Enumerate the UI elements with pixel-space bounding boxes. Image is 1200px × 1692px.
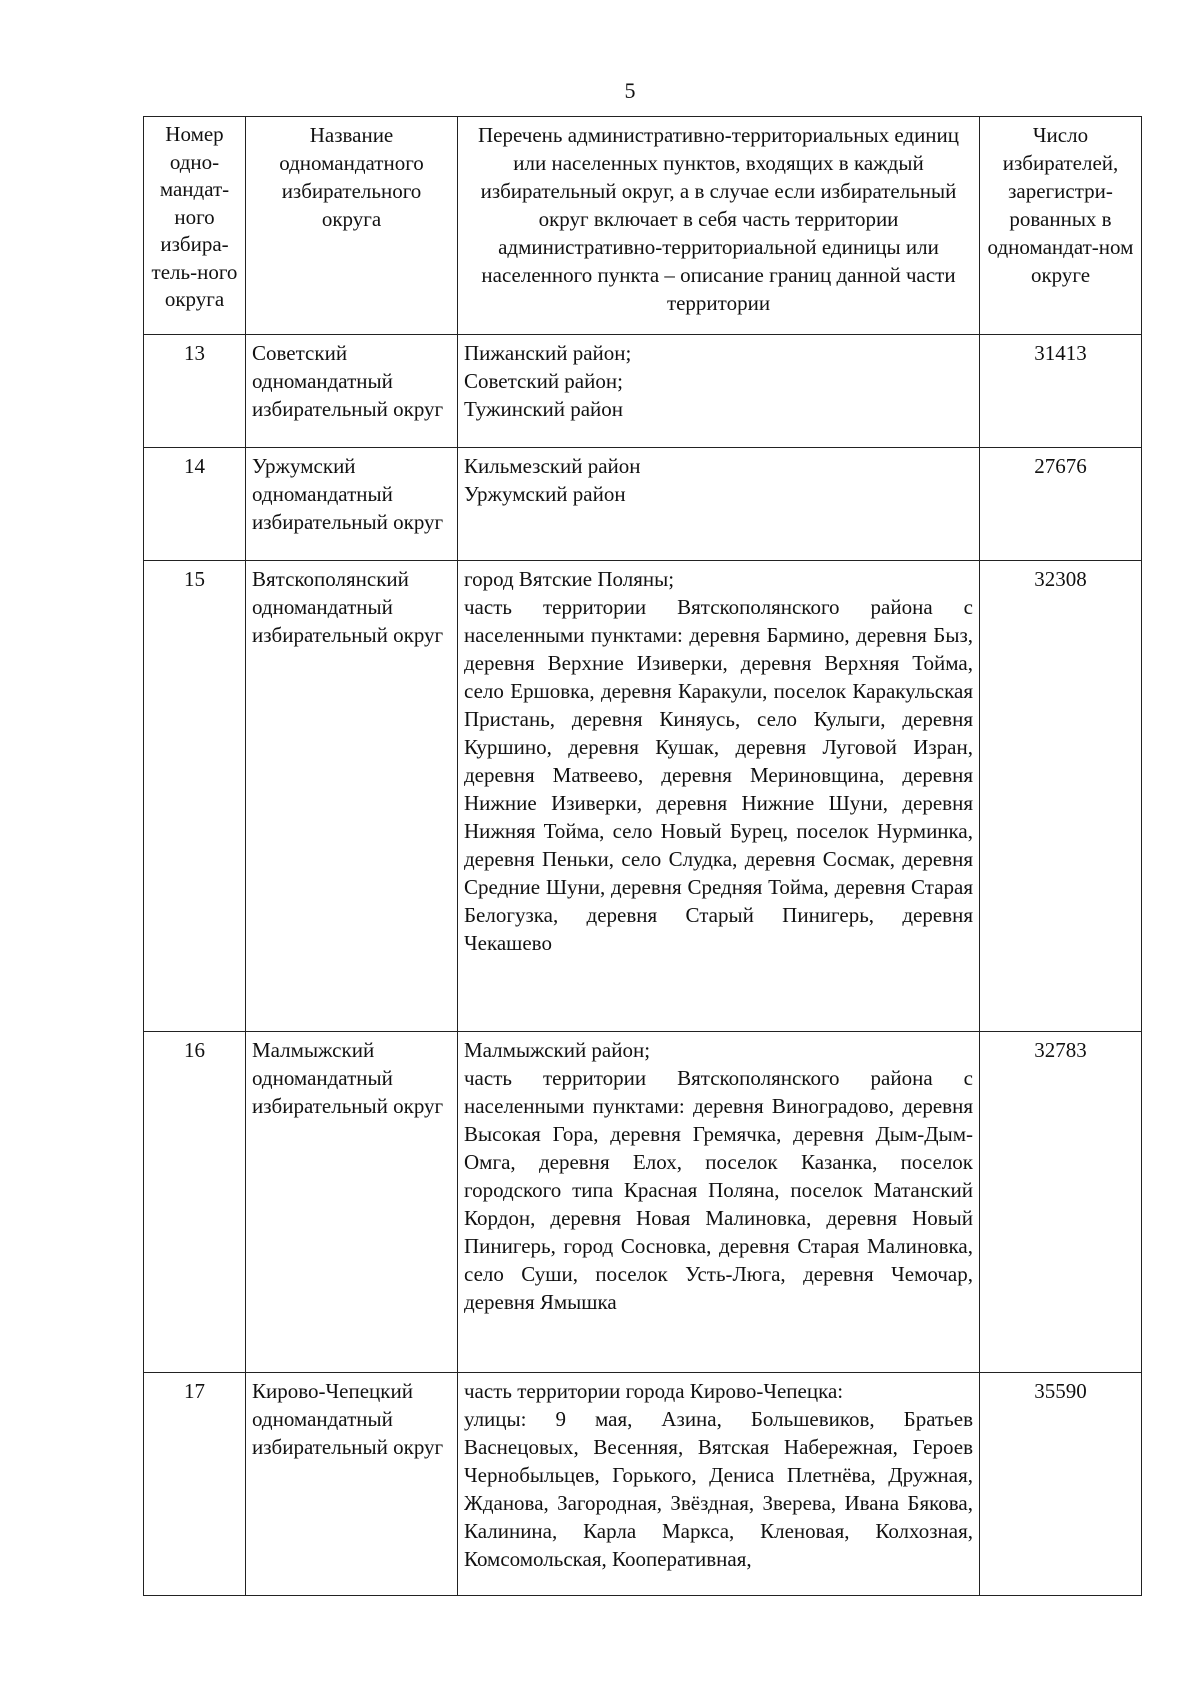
description-line: Советский район; (464, 369, 623, 393)
voter-count: 32308 (980, 561, 1142, 1032)
district-number: 16 (144, 1032, 246, 1373)
districts-table (143, 116, 1142, 1596)
description-line: город Вятские Поляны; (464, 567, 675, 591)
table-row (144, 1032, 1142, 1373)
district-name: Уржумский одномандатный избирательный округ (246, 448, 458, 561)
table-row (144, 1373, 1142, 1596)
district-number: 14 (144, 448, 246, 561)
description-line: улицы: 9 мая, Азина, Большевиков, Братьев Васнецовых, Весенняя, Вятская Набережная, Героев Чернобыльцев, Горького, Дениса Плетнёва, Дружная, Жданова, Загородная, Звёздная, Зверева, Ивана Бякова, Калинина, Карла Маркса, Кленовая, Колхозная, Комсомольская, Кооперативная, (464, 1407, 973, 1571)
table-header-row (144, 117, 1142, 335)
district-name: Вятскополянский одномандатный избирательный округ (246, 561, 458, 1032)
district-number: 15 (144, 561, 246, 1032)
header-district-number: Номер одно-мандат-ного избира-тель-ного округа (144, 117, 246, 335)
district-name: Советский одномандатный избирательный округ (246, 335, 458, 448)
district-name: Малмыжский одномандатный избирательный округ (246, 1032, 458, 1373)
table-row (144, 335, 1142, 448)
district-description (458, 1032, 980, 1373)
description-line: часть территории Вятскополянского района с населенными пунктами: деревня Бармино, деревня Быз, деревня Верхние Изиверки, деревня Верхняя Тойма, село Ершовка, деревня Каракули, поселок Каракульская Пристань, деревня Киняусь, село Кулыги, деревня Куршино, деревня Кушак, деревня Луговой Изран, деревня Матвеево, деревня Мериновщина, деревня Нижние Изиверки, деревня Нижние Шуни, деревня Нижняя Тойма, село Новый Бурец, поселок Нурминка, деревня Пеньки, село Слудка, деревня Сосмак, деревня Средние Шуни, деревня Средняя Тойма, деревня Старая Белогузка, деревня Старый Пинигерь, деревня Чекашево (464, 595, 973, 955)
description-line: Тужинский район (464, 397, 624, 421)
district-description (458, 1373, 980, 1596)
description-line: часть территории Вятскополянского района с населенными пунктами: деревня Виноградово, деревня Высокая Гора, деревня Гремячка, деревня Дым-Дым-Омга, деревня Елох, поселок Казанка, поселок городского типа Красная Поляна, поселок Матанский Кордон, деревня Новая Малиновка, деревня Новый Пинигерь, город Сосновка, деревня Старая Малиновка, село Суши, поселок Усть-Люга, деревня Чемочар, деревня Ямышка (464, 1066, 973, 1314)
header-district-name: Название одномандатного избирательного округа (246, 117, 458, 335)
voter-count: 27676 (980, 448, 1142, 561)
description-line: Малмыжский район; (464, 1038, 651, 1062)
table-row (144, 448, 1142, 561)
district-description (458, 448, 980, 561)
district-description (458, 561, 980, 1032)
voter-count: 32783 (980, 1032, 1142, 1373)
district-name: Кирово-Чепецкий одномандатный избирательный округ (246, 1373, 458, 1596)
district-number: 13 (144, 335, 246, 448)
description-line: Кильмезский район (464, 454, 641, 478)
header-district-description: Перечень административно-территориальных единиц или населенных пунктов, входящих в каждый избирательный округ, а в случае если избирательный округ включает в себя часть территории административно-территориальной единицы или населенного пункта – описание границ данной части территории (458, 117, 980, 335)
header-voter-count: Число избирателей, зарегистри-рованных в одномандат-ном округе (980, 117, 1142, 335)
voter-count: 31413 (980, 335, 1142, 448)
district-description (458, 335, 980, 448)
page-number: 5 (624, 78, 636, 103)
description-line: часть территории города Кирово-Чепецка: (464, 1379, 844, 1403)
description-line: Пижанский район; (464, 341, 632, 365)
district-number: 17 (144, 1373, 246, 1596)
description-line: Уржумский район (464, 482, 626, 506)
voter-count: 35590 (980, 1373, 1142, 1596)
table-row (144, 561, 1142, 1032)
